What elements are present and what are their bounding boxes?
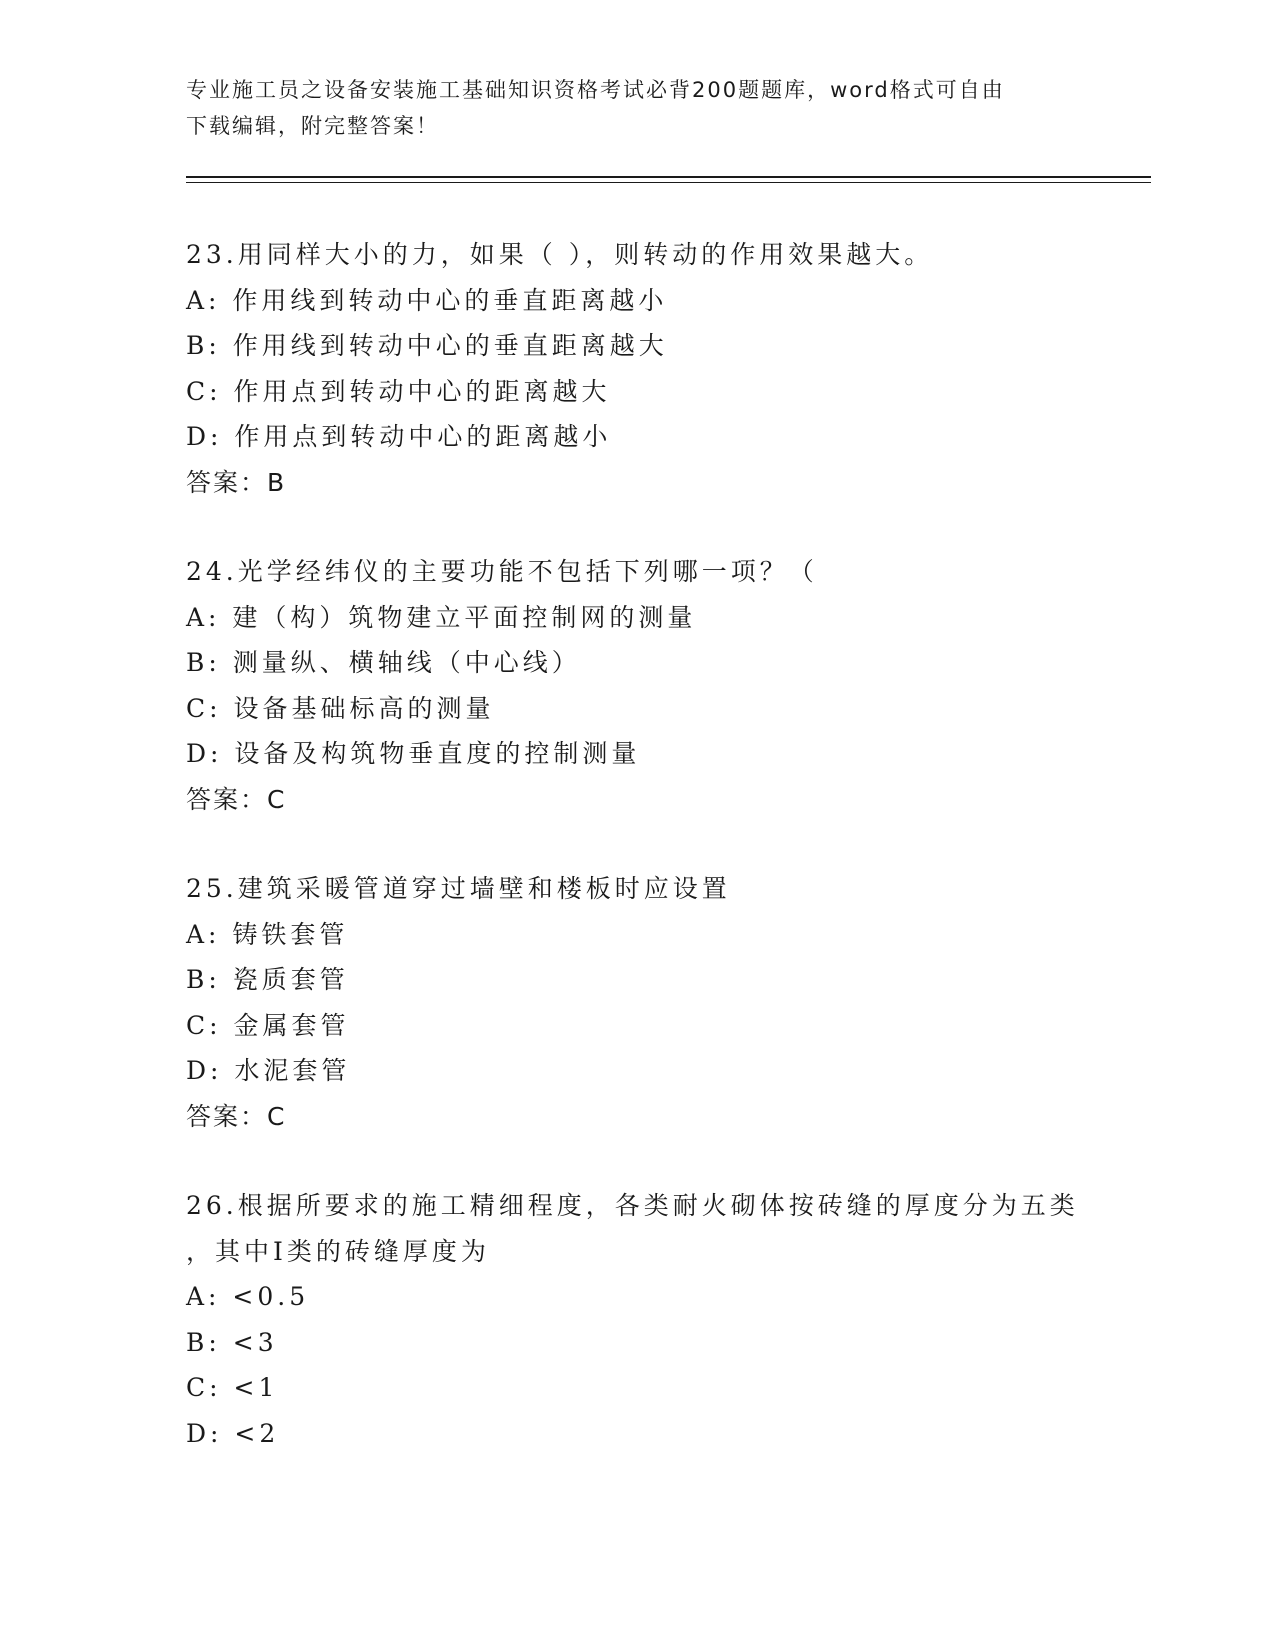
question-stem: 25.建筑采暖管道穿过墙壁和楼板时应设置 xyxy=(186,874,731,903)
question-25 xyxy=(186,866,1106,1139)
question-list xyxy=(186,232,1106,1500)
option-d: D: 作用点到转动中心的距离越小 xyxy=(186,422,612,451)
option-b: B: <3 xyxy=(186,1327,278,1357)
option-d: D: 设备及构筑物垂直度的控制测量 xyxy=(186,739,641,768)
header-title-line-2: 下载编辑，附完整答案！ xyxy=(186,114,439,138)
option-c: C: <1 xyxy=(186,1373,279,1402)
question-23 xyxy=(186,232,1106,505)
answer-label: 答案：C xyxy=(186,1101,287,1131)
answer-label: 答案：B xyxy=(186,467,287,497)
question-stem-line-2: ，其中Ⅰ类的砖缝厚度为 xyxy=(186,1236,490,1266)
option-a: A: 作用线到转动中心的垂直距离越小 xyxy=(186,285,668,315)
document-header xyxy=(186,72,1066,144)
option-a: A: 建（构）筑物建立平面控制网的测量 xyxy=(186,602,697,632)
option-c: C: 作用点到转动中心的距离越大 xyxy=(186,376,611,406)
option-b: B: 作用线到转动中心的垂直距离越大 xyxy=(186,331,668,360)
option-b: B: 测量纵、横轴线（中心线） xyxy=(186,648,581,677)
question-stem: 23.用同样大小的力，如果（ ），则转动的作用效果越大。 xyxy=(186,240,934,269)
question-26 xyxy=(186,1183,1106,1456)
header-divider-thick xyxy=(186,176,1151,178)
question-stem-line-1: 26.根据所要求的施工精细程度，各类耐火砌体按砖缝的厚度分为五类 xyxy=(186,1191,1079,1220)
header-title-line-1: 专业施工员之设备安装施工基础知识资格考试必背200题题库，word格式可自由 xyxy=(186,78,1005,102)
option-a: A: <0.5 xyxy=(186,1282,310,1311)
option-d: D: 水泥套管 xyxy=(186,1056,351,1085)
option-c: C: 设备基础标高的测量 xyxy=(186,693,495,723)
answer-label: 答案：C xyxy=(186,784,287,814)
option-a: A: 铸铁套管 xyxy=(186,919,349,949)
option-b: B: 瓷质套管 xyxy=(186,965,349,994)
question-stem: 24.光学经纬仪的主要功能不包括下列哪一项？（ xyxy=(186,557,818,586)
option-d: D: <2 xyxy=(186,1418,280,1448)
header-divider-thin xyxy=(186,182,1151,183)
question-24 xyxy=(186,549,1106,822)
option-c: C: 金属套管 xyxy=(186,1010,350,1040)
